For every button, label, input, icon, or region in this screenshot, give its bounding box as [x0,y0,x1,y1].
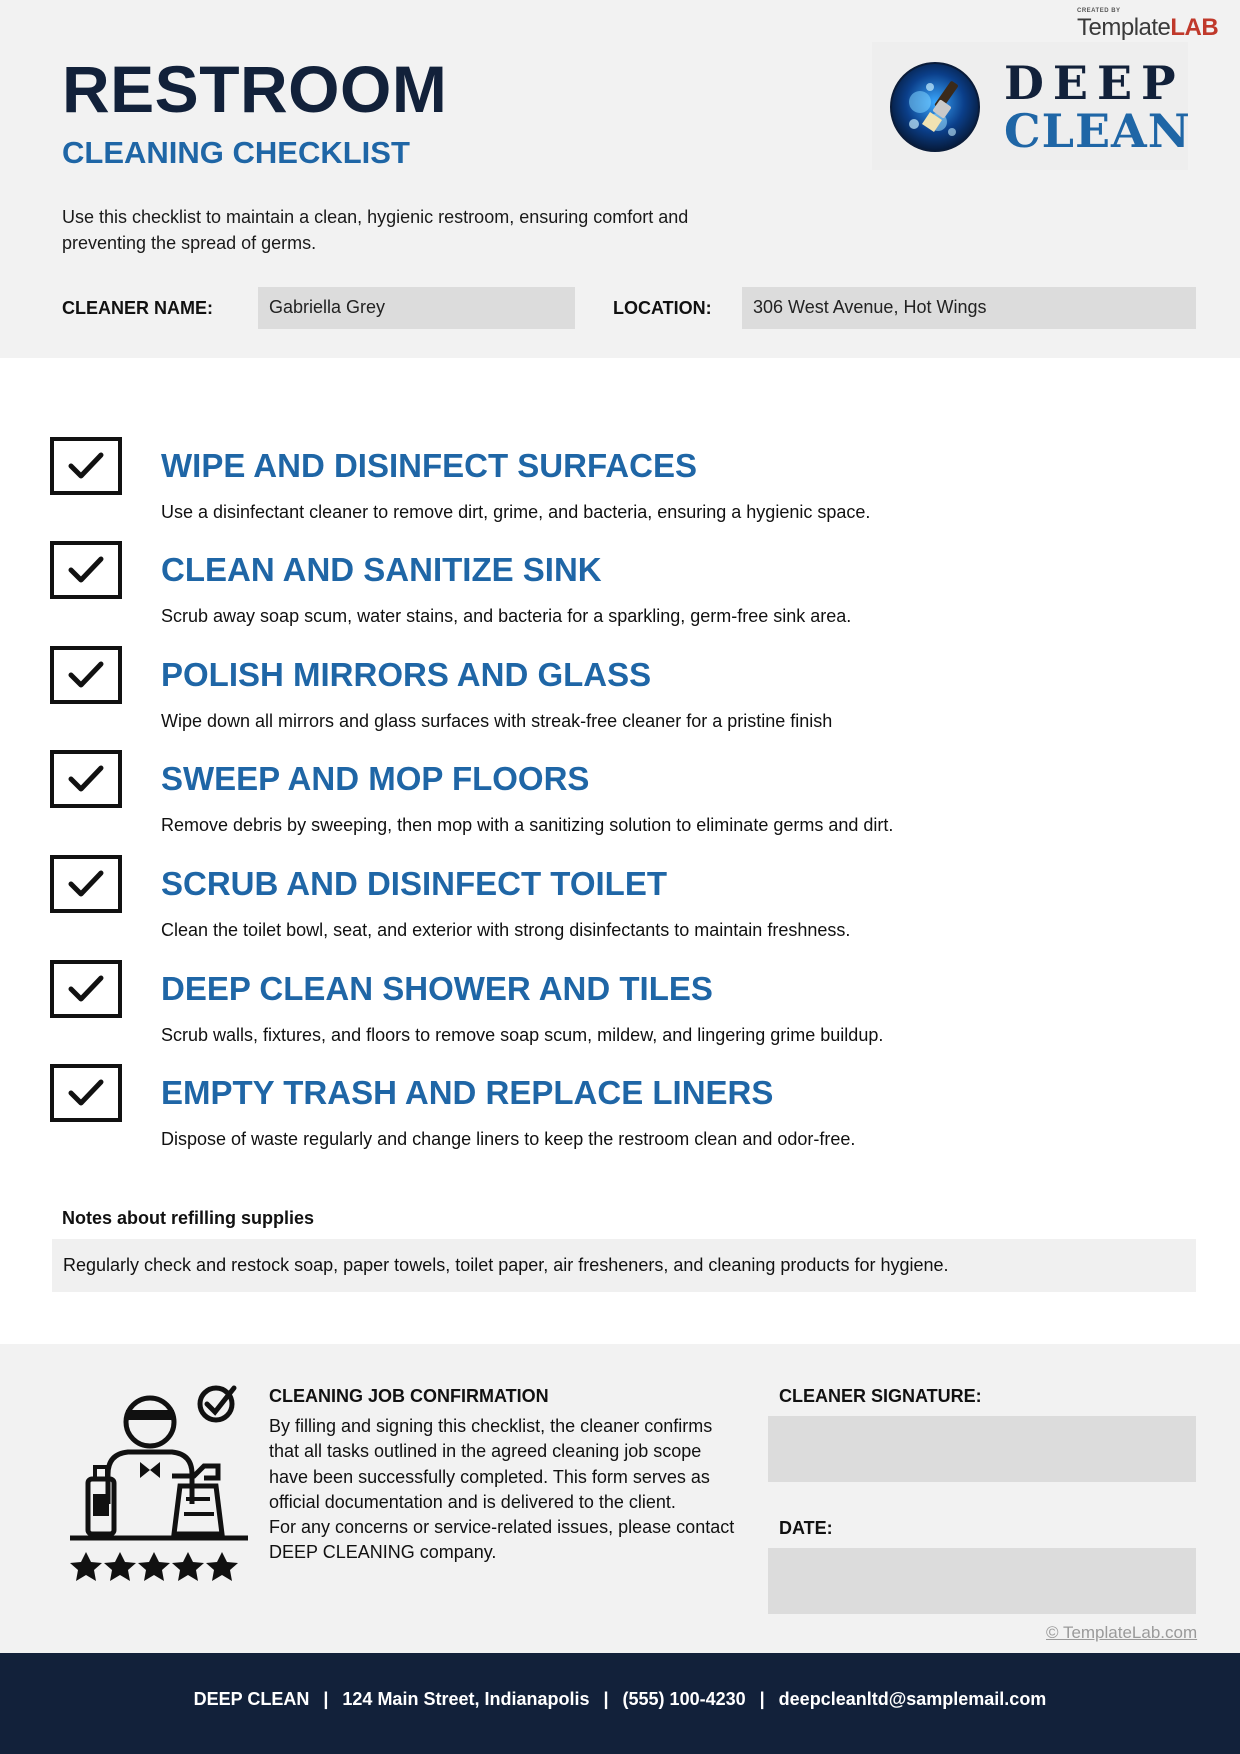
cleaner-illustration-icon [68,1374,248,1589]
task-item [0,1064,1240,1164]
location-field[interactable]: 306 West Avenue, Hot Wings [742,287,1196,329]
logo-line-1: DEEP [1004,56,1185,110]
task-description: Dispose of waste regularly and change liners to keep the restroom clean and odor-free. [161,1129,856,1149]
checkmark-icon [68,452,104,480]
task-title: WIPE AND DISINFECT SURFACES [161,447,697,484]
confirmation-band [0,1344,1240,1653]
logo-line-2: CLEAN [1004,104,1191,158]
footer-separator: | [759,1688,765,1709]
bubble-brush-icon [890,62,980,152]
task-title: EMPTY TRASH AND REPLACE LINERS [161,1074,774,1111]
task-checkbox[interactable] [50,437,122,495]
brand-mark-caption: CREATED BY [1077,8,1121,14]
task-description: Wipe down all mirrors and glass surfaces with streak-free cleaner for a pristine finish [161,711,833,731]
task-item [0,437,1240,537]
notes-field[interactable]: Regularly check and restock soap, paper towels, toilet paper, air fresheners, and cleaning products for hygiene. [52,1239,1196,1292]
notes-label: Notes about refilling supplies [62,1208,315,1228]
task-checkbox[interactable] [50,960,122,1018]
date-field[interactable] [768,1548,1196,1614]
checkmark-icon [68,765,104,793]
cleaner-name-label: CLEANER NAME: [62,298,213,318]
footer-contact-line [0,1653,1240,1745]
task-checkbox[interactable] [50,750,122,808]
task-title: SWEEP AND MOP FLOORS [161,760,590,797]
task-item [0,646,1240,746]
checkmark-icon [68,1079,104,1107]
task-checkbox[interactable] [50,855,122,913]
page-title: RESTROOM [62,52,448,126]
date-label: DATE: [779,1518,833,1538]
footer-phone: (555) 100-4230 [622,1688,746,1709]
intro-text: Use this checklist to maintain a clean, hygienic restroom, ensuring comfort and preventing the spread of germs. [62,207,689,253]
checkmark-icon [68,556,104,584]
task-description: Clean the toilet bowl, seat, and exterior with strong disinfectants to maintain freshness. [161,920,851,940]
task-checkbox[interactable] [50,1064,122,1122]
task-title: POLISH MIRRORS AND GLASS [161,656,652,693]
footer-company: DEEP CLEAN [193,1688,310,1709]
confirmation-body [269,1414,739,1566]
brand-mark-word: TemplateLAB [1077,14,1219,41]
task-description: Scrub walls, fixtures, and floors to remove soap scum, mildew, and lingering grime buildup. [161,1025,884,1045]
page-subtitle: CLEANING CHECKLIST [62,135,410,170]
task-title: SCRUB AND DISINFECT TOILET [161,865,668,902]
task-checkbox[interactable] [50,541,122,599]
task-description: Remove debris by sweeping, then mop with a sanitizing solution to eliminate germs and dirt. [161,815,894,835]
footer-separator: | [603,1688,609,1709]
footer-bar [0,1653,1240,1754]
templatelab-credit-link[interactable]: © TemplateLab.com [1046,1623,1198,1642]
header-band [0,0,1240,358]
confirmation-paragraph-2: For any concerns or service-related issues, please contact DEEP CLEANING company. [269,1517,735,1563]
company-logo [872,42,1191,170]
templatelab-brand-mark [1077,8,1227,42]
task-item [0,541,1240,641]
footer-separator: | [323,1688,329,1709]
checkmark-icon [68,975,104,1003]
task-item [0,960,1240,1060]
task-title: DEEP CLEAN SHOWER AND TILES [161,970,713,1007]
checkmark-icon [68,661,104,689]
task-title: CLEAN AND SANITIZE SINK [161,551,602,588]
task-checkbox[interactable] [50,646,122,704]
signature-field[interactable] [768,1416,1196,1482]
task-description: Scrub away soap scum, water stains, and bacteria for a sparkling, germ-free sink area. [161,606,852,626]
task-item [0,750,1240,850]
cleaner-name-field[interactable]: Gabriella Grey [258,287,575,329]
confirmation-title: CLEANING JOB CONFIRMATION [269,1386,549,1406]
footer-email[interactable]: deepcleanltd@samplemail.com [778,1688,1047,1709]
footer-address: 124 Main Street, Indianapolis [342,1688,590,1709]
task-description: Use a disinfectant cleaner to remove dirt, grime, and bacteria, ensuring a hygienic space. [161,502,871,522]
task-item [0,855,1240,955]
location-label: LOCATION: [613,298,712,318]
signature-label: CLEANER SIGNATURE: [779,1386,982,1406]
checkmark-icon [68,870,104,898]
confirmation-paragraph-1: By filling and signing this checklist, the cleaner confirms that all tasks outlined in the agreed cleaning job scope have been successfully completed. This form serves as official documentation and is delivered to the client. [269,1416,713,1512]
